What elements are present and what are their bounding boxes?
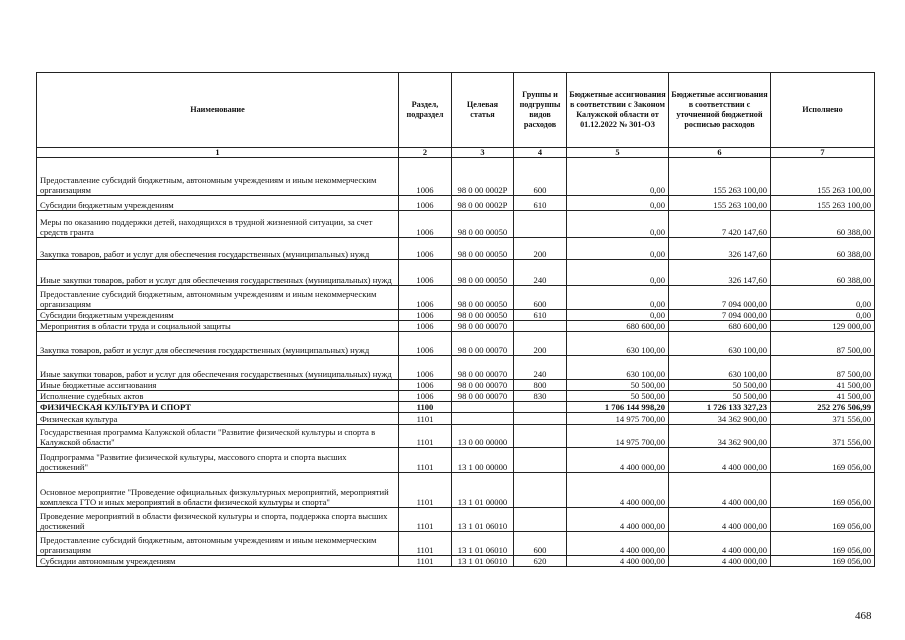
- row-target: 13 1 01 00000: [452, 473, 514, 508]
- row-group: 240: [514, 260, 567, 286]
- row-name: Подпрограмма "Развитие физической культуры, массового спорта и спорта высших достижений": [37, 448, 399, 473]
- row-target: 98 0 00 00050: [452, 211, 514, 238]
- table-row: [37, 238, 875, 260]
- row-name: Субсидии бюджетным учреждениям: [37, 310, 399, 321]
- row-refined-amount: 4 400 000,00: [669, 448, 771, 473]
- table-row: [37, 321, 875, 332]
- column-number: 7: [771, 148, 875, 158]
- row-refined-amount: 155 263 100,00: [669, 158, 771, 196]
- row-refined-amount: 50 500,00: [669, 380, 771, 391]
- row-name: Закупка товаров, работ и услуг для обеспечения государственных (муниципальных) нужд: [37, 238, 399, 260]
- row-name: Иные бюджетные ассигнования: [37, 380, 399, 391]
- row-group: 600: [514, 286, 567, 310]
- row-group: 200: [514, 238, 567, 260]
- row-executed-amount: 87 500,00: [771, 356, 875, 380]
- row-section: 1006: [399, 238, 452, 260]
- row-target: 13 1 01 06010: [452, 556, 514, 567]
- table-row: [37, 402, 875, 413]
- column-number: 2: [399, 148, 452, 158]
- row-group: 610: [514, 196, 567, 211]
- row-executed-amount: 169 056,00: [771, 448, 875, 473]
- row-refined-amount: 4 400 000,00: [669, 473, 771, 508]
- row-target: 98 0 00 00050: [452, 286, 514, 310]
- row-group: 610: [514, 310, 567, 321]
- row-law-amount: 0,00: [567, 158, 669, 196]
- row-name: Иные закупки товаров, работ и услуг для обеспечения государственных (муниципальных) нужд: [37, 260, 399, 286]
- row-name: Физическая культура: [37, 413, 399, 425]
- row-section: 1006: [399, 260, 452, 286]
- table-row: [37, 196, 875, 211]
- row-target: 13 1 00 00000: [452, 448, 514, 473]
- table-row: [37, 286, 875, 310]
- column-number-row: [37, 148, 875, 158]
- table-row: [37, 473, 875, 508]
- row-target: 98 0 00 00070: [452, 332, 514, 356]
- row-group: 830: [514, 391, 567, 402]
- page-number: 468: [855, 610, 872, 622]
- table-row: [37, 332, 875, 356]
- table-row: [37, 508, 875, 532]
- row-executed-amount: 169 056,00: [771, 508, 875, 532]
- row-name: Государственная программа Калужской области "Развитие физической культуры и спорта в Калужской области": [37, 425, 399, 448]
- row-executed-amount: 60 388,00: [771, 211, 875, 238]
- row-law-amount: 0,00: [567, 238, 669, 260]
- row-executed-amount: 371 556,00: [771, 413, 875, 425]
- row-group: 240: [514, 356, 567, 380]
- row-group: [514, 508, 567, 532]
- row-section: 1006: [399, 380, 452, 391]
- row-law-amount: 630 100,00: [567, 332, 669, 356]
- row-group: [514, 413, 567, 425]
- row-law-amount: 50 500,00: [567, 380, 669, 391]
- row-refined-amount: 34 362 900,00: [669, 425, 771, 448]
- row-law-amount: 4 400 000,00: [567, 532, 669, 556]
- row-executed-amount: 371 556,00: [771, 425, 875, 448]
- row-executed-amount: 155 263 100,00: [771, 196, 875, 211]
- row-target: 13 0 00 00000: [452, 425, 514, 448]
- row-section: 1006: [399, 321, 452, 332]
- row-section: 1006: [399, 196, 452, 211]
- row-refined-amount: 326 147,60: [669, 260, 771, 286]
- row-refined-amount: 1 726 133 327,23: [669, 402, 771, 413]
- table-row: [37, 425, 875, 448]
- row-group: [514, 402, 567, 413]
- row-section: 1006: [399, 158, 452, 196]
- row-executed-amount: 0,00: [771, 310, 875, 321]
- row-refined-amount: 7 420 147,60: [669, 211, 771, 238]
- row-target: 13 1 01 06010: [452, 508, 514, 532]
- row-name: ФИЗИЧЕСКАЯ КУЛЬТУРА И СПОРТ: [37, 402, 399, 413]
- row-section: 1101: [399, 532, 452, 556]
- row-group: 620: [514, 556, 567, 567]
- row-group: [514, 448, 567, 473]
- row-law-amount: 0,00: [567, 196, 669, 211]
- row-section: 1006: [399, 211, 452, 238]
- row-refined-amount: 4 400 000,00: [669, 556, 771, 567]
- row-executed-amount: 60 388,00: [771, 260, 875, 286]
- row-section: 1006: [399, 286, 452, 310]
- row-target: 98 0 00 00050: [452, 238, 514, 260]
- row-executed-amount: 252 276 506,99: [771, 402, 875, 413]
- row-executed-amount: 169 056,00: [771, 532, 875, 556]
- column-number: 6: [669, 148, 771, 158]
- row-refined-amount: 34 362 900,00: [669, 413, 771, 425]
- row-target: 98 0 00 00050: [452, 260, 514, 286]
- row-target: 98 0 00 00070: [452, 391, 514, 402]
- row-name: Основное мероприятие "Проведение официальных физкультурных мероприятий, мероприятий комплекса ГТО и иных мероприятий в области физической культуры и спорта": [37, 473, 399, 508]
- row-executed-amount: 0,00: [771, 286, 875, 310]
- row-law-amount: 4 400 000,00: [567, 556, 669, 567]
- row-group: 600: [514, 532, 567, 556]
- header-row: [37, 73, 875, 148]
- row-executed-amount: 169 056,00: [771, 556, 875, 567]
- row-section: 1101: [399, 413, 452, 425]
- row-name: Мероприятия в области труда и социальной защиты: [37, 321, 399, 332]
- row-refined-amount: 50 500,00: [669, 391, 771, 402]
- table-row: [37, 556, 875, 567]
- column-number: 5: [567, 148, 669, 158]
- table-row: [37, 380, 875, 391]
- row-group: [514, 211, 567, 238]
- row-group: [514, 473, 567, 508]
- table-row: [37, 356, 875, 380]
- column-number: 1: [37, 148, 399, 158]
- budget-table: [36, 72, 875, 567]
- row-section: 1006: [399, 310, 452, 321]
- row-law-amount: 0,00: [567, 310, 669, 321]
- row-law-amount: 4 400 000,00: [567, 508, 669, 532]
- table-row: [37, 158, 875, 196]
- row-target: 98 0 00 0002Р: [452, 196, 514, 211]
- row-refined-amount: 4 400 000,00: [669, 508, 771, 532]
- row-group: 200: [514, 332, 567, 356]
- row-name: Проведение мероприятий в области физической культуры и спорта, поддержка спорта высших достижений: [37, 508, 399, 532]
- row-law-amount: 630 100,00: [567, 356, 669, 380]
- table-row: [37, 532, 875, 556]
- row-section: 1101: [399, 556, 452, 567]
- row-law-amount: 50 500,00: [567, 391, 669, 402]
- row-law-amount: 14 975 700,00: [567, 425, 669, 448]
- row-law-amount: 14 975 700,00: [567, 413, 669, 425]
- row-refined-amount: 630 100,00: [669, 332, 771, 356]
- header-groups: Группы и подгруппы видов расходов: [514, 73, 567, 148]
- column-number: 4: [514, 148, 567, 158]
- header-law: Бюджетные ассигнования в соответствии с Законом Калужской области от 01.12.2022 № 301-ОЗ: [567, 73, 669, 148]
- table-row: [37, 310, 875, 321]
- row-section: 1101: [399, 508, 452, 532]
- row-group: 600: [514, 158, 567, 196]
- table-row: [37, 260, 875, 286]
- table-row: [37, 391, 875, 402]
- row-group: 800: [514, 380, 567, 391]
- row-section: 1006: [399, 356, 452, 380]
- row-section: 1006: [399, 332, 452, 356]
- row-section: 1101: [399, 425, 452, 448]
- row-refined-amount: 4 400 000,00: [669, 532, 771, 556]
- row-target: [452, 413, 514, 425]
- row-law-amount: 0,00: [567, 260, 669, 286]
- row-name: Предоставление субсидий бюджетным, автономным учреждениям и иным некоммерческим организациям: [37, 286, 399, 310]
- row-executed-amount: 87 500,00: [771, 332, 875, 356]
- row-group: [514, 425, 567, 448]
- row-executed-amount: 155 263 100,00: [771, 158, 875, 196]
- row-target: 98 0 00 00070: [452, 321, 514, 332]
- row-section: 1101: [399, 448, 452, 473]
- row-name: Субсидии автономным учреждениям: [37, 556, 399, 567]
- row-group: [514, 321, 567, 332]
- row-law-amount: 1 706 144 998,20: [567, 402, 669, 413]
- row-section: 1100: [399, 402, 452, 413]
- row-name: Исполнение судебных актов: [37, 391, 399, 402]
- row-refined-amount: 7 094 000,00: [669, 286, 771, 310]
- row-law-amount: 0,00: [567, 211, 669, 238]
- row-executed-amount: 129 000,00: [771, 321, 875, 332]
- table-row: [37, 413, 875, 425]
- row-target: 13 1 01 06010: [452, 532, 514, 556]
- header-name: Наименование: [37, 73, 399, 148]
- table-body: [37, 158, 875, 567]
- row-name: Меры по оказанию поддержки детей, находящихся в трудной жизненной ситуации, за счет средств гранта: [37, 211, 399, 238]
- row-law-amount: 4 400 000,00: [567, 448, 669, 473]
- header-refined: Бюджетные ассигнования в соответствии с уточненной бюджетной росписью расходов: [669, 73, 771, 148]
- row-name: Предоставление субсидий бюджетным, автономным учреждениям и иным некоммерческим организациям: [37, 158, 399, 196]
- row-name: Субсидии бюджетным учреждениям: [37, 196, 399, 211]
- row-name: Предоставление субсидий бюджетным, автономным учреждениям и иным некоммерческим организациям: [37, 532, 399, 556]
- column-number: 3: [452, 148, 514, 158]
- row-refined-amount: 326 147,60: [669, 238, 771, 260]
- row-target: 98 0 00 00070: [452, 356, 514, 380]
- row-target: 98 0 00 0002Р: [452, 158, 514, 196]
- row-target: [452, 402, 514, 413]
- header-executed: Исполнено: [771, 73, 875, 148]
- row-section: 1006: [399, 391, 452, 402]
- row-target: 98 0 00 00070: [452, 380, 514, 391]
- row-executed-amount: 41 500,00: [771, 380, 875, 391]
- row-name: Иные закупки товаров, работ и услуг для обеспечения государственных (муниципальных) нужд: [37, 356, 399, 380]
- row-executed-amount: 41 500,00: [771, 391, 875, 402]
- row-name: Закупка товаров, работ и услуг для обеспечения государственных (муниципальных) нужд: [37, 332, 399, 356]
- row-refined-amount: 680 600,00: [669, 321, 771, 332]
- row-target: 98 0 00 00050: [452, 310, 514, 321]
- row-law-amount: 0,00: [567, 286, 669, 310]
- header-section: Раздел, подраздел: [399, 73, 452, 148]
- header-target: Целевая статья: [452, 73, 514, 148]
- row-law-amount: 4 400 000,00: [567, 473, 669, 508]
- row-refined-amount: 630 100,00: [669, 356, 771, 380]
- table-row: [37, 211, 875, 238]
- table-row: [37, 448, 875, 473]
- row-law-amount: 680 600,00: [567, 321, 669, 332]
- row-refined-amount: 7 094 000,00: [669, 310, 771, 321]
- row-section: 1101: [399, 473, 452, 508]
- row-refined-amount: 155 263 100,00: [669, 196, 771, 211]
- row-executed-amount: 169 056,00: [771, 473, 875, 508]
- row-executed-amount: 60 388,00: [771, 238, 875, 260]
